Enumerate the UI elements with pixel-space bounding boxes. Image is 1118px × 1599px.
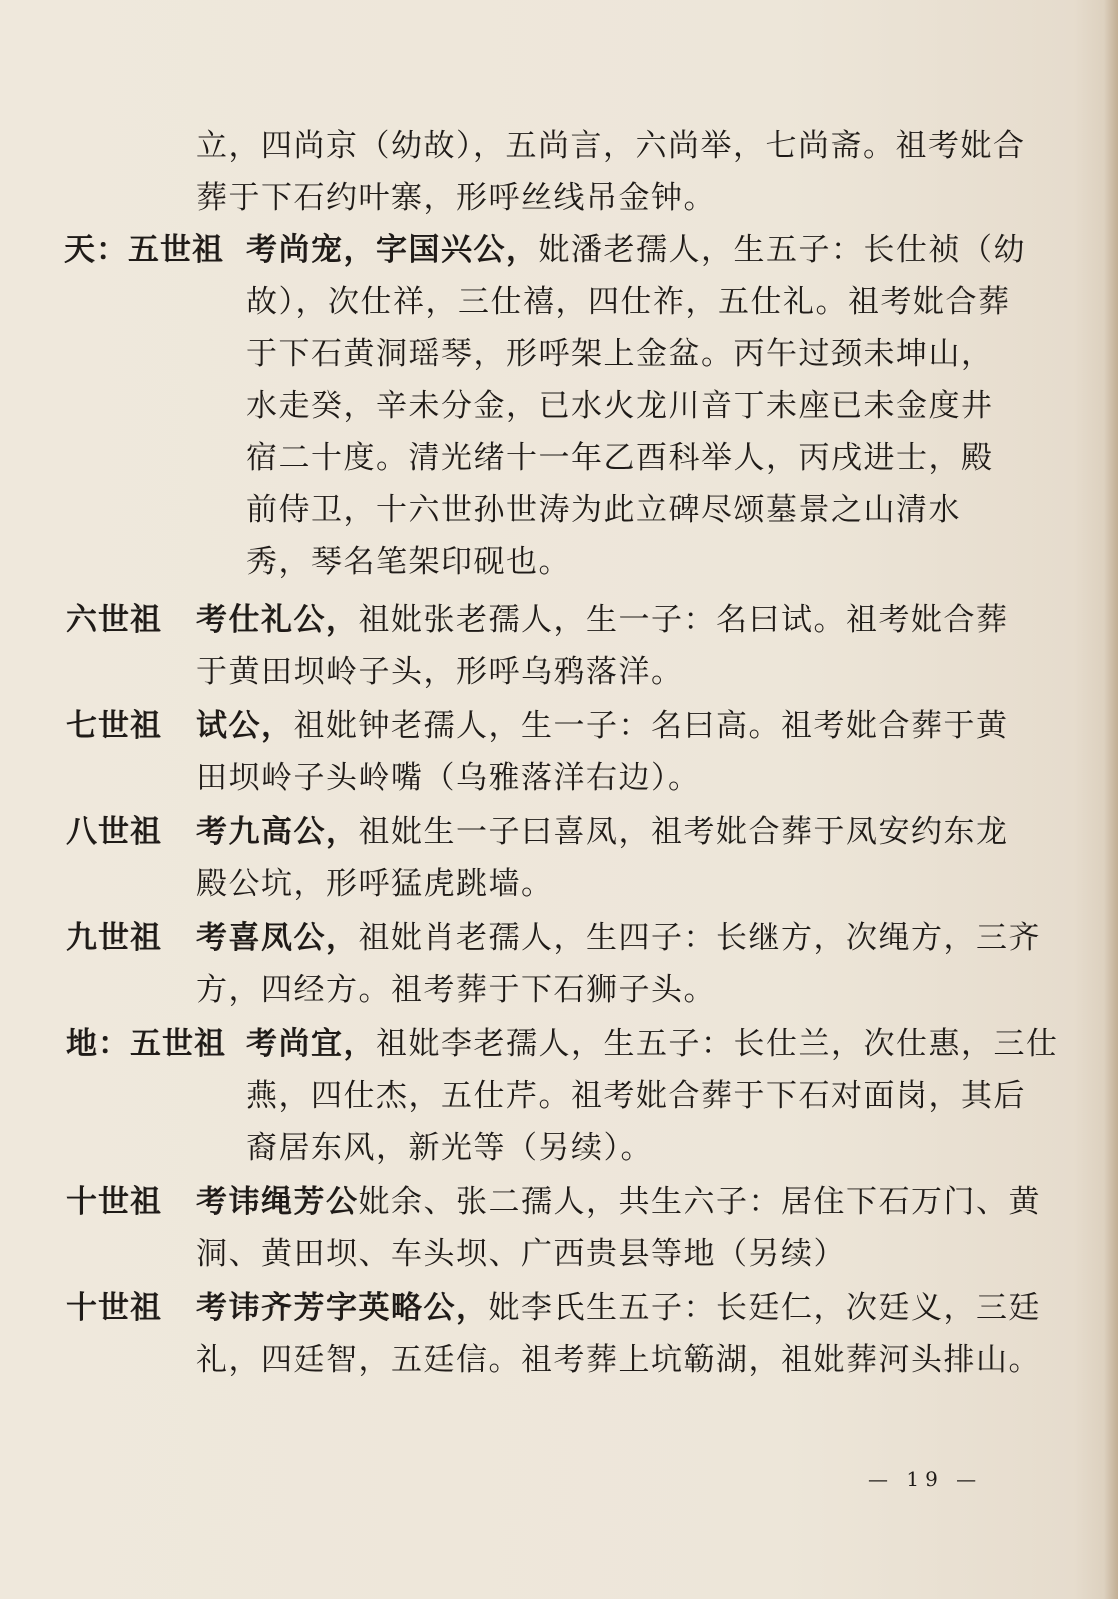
- generation-label: 九世祖: [66, 920, 162, 956]
- generation-label: 七世祖: [66, 708, 162, 744]
- ancestor-name: 考讳齐芳字英略公，: [196, 1290, 489, 1326]
- text-line: 礼，四廷智，五廷信。祖考葬上坑簕湖，祖妣葬河头排山。: [196, 1342, 1041, 1378]
- text-line: 方，四经方。祖考葬于下石狮子头。: [196, 972, 716, 1008]
- ancestor-name: 考尚宜，: [246, 1026, 376, 1062]
- text-line: 立，四尚京（幼故），五尚言，六尚举，七尚斋。祖考妣合: [196, 128, 1026, 164]
- entry-first-line: [196, 1182, 1041, 1222]
- entry-first-line: [196, 706, 1009, 746]
- generation-label: 天：五世祖: [64, 232, 224, 268]
- page-number: — 19 —: [868, 1467, 983, 1491]
- ancestor-name: 考讳绳芳公: [196, 1184, 359, 1220]
- generation-label: 八世祖: [66, 814, 162, 850]
- text-line: 水走癸，辛未分金，已水火龙川音丁未座已未金度井: [246, 388, 994, 424]
- text-line: 前侍卫，十六世孙世涛为此立碑尽颂墓景之山清水: [246, 492, 961, 528]
- page-edge-shadow: [1104, 0, 1118, 1599]
- entry-text: 妣余、张二孺人，共生六子：居住下石万门、黄: [358, 1184, 1041, 1220]
- generation-label: 十世祖: [66, 1184, 162, 1220]
- text-line: 故），次仕祥，三仕禧，四仕祚，五仕礼。祖考妣合葬: [246, 284, 1011, 320]
- entry-first-line: [196, 812, 1009, 852]
- text-line: 秀，琴名笔架印砚也。: [246, 544, 571, 580]
- text-line: 燕，四仕杰，五仕芹。祖考妣合葬于下石对面岗，其后: [246, 1078, 1026, 1114]
- text-line: 宿二十度。清光绪十一年乙酉科举人，丙戌进士，殿: [246, 440, 994, 476]
- text-line: 于黄田坝岭子头，形呼乌鸦落洋。: [196, 654, 684, 690]
- entry-text: 妣潘老孺人，生五子：长仕祯（幼: [538, 232, 1026, 268]
- entry-first-line: [196, 600, 1009, 640]
- entry-first-line: [246, 230, 1026, 270]
- ancestor-name: 考仕礼公，: [196, 602, 359, 638]
- generation-label: 地：五世祖: [66, 1026, 226, 1062]
- entry-text: 祖妣张老孺人，生一子：名曰试。祖考妣合葬: [358, 602, 1009, 638]
- text-line: 洞、黄田坝、车头坝、广西贵县等地（另续）: [196, 1236, 846, 1272]
- entry-text: 妣李氏生五子：长廷仁，次廷义，三廷: [488, 1290, 1041, 1326]
- text-line: 裔居东风，新光等（另续）。: [246, 1130, 653, 1166]
- ancestor-name: 考九高公，: [196, 814, 359, 850]
- generation-label: 十世祖: [66, 1290, 162, 1326]
- entry-text: 祖妣李老孺人，生五子：长仕兰，次仕惠，三仕: [376, 1026, 1059, 1062]
- entry-first-line: [246, 1024, 1059, 1064]
- ancestor-name: 考尚宠，字国兴公，: [246, 232, 539, 268]
- ancestor-name: 试公，: [196, 708, 294, 744]
- text-line: 田坝岭子头岭嘴（乌雅落洋右边）。: [196, 760, 701, 796]
- text-line: 于下石黄洞瑶琴，形呼架上金盆。丙午过颈未坤山，: [246, 336, 994, 372]
- generation-label: 六世祖: [66, 602, 162, 638]
- ancestor-name: 考喜凤公，: [196, 920, 359, 956]
- entry-text: 祖妣肖老孺人，生四子：长继方，次绳方，三齐: [358, 920, 1041, 956]
- entry-text: 祖妣钟老孺人，生一子：名曰高。祖考妣合葬于黄: [293, 708, 1009, 744]
- entry-text: 祖妣生一子曰喜凤，祖考妣合葬于凤安约东龙: [358, 814, 1009, 850]
- entry-first-line: [196, 918, 1041, 958]
- text-line: 殿公坑，形呼猛虎跳墙。: [196, 866, 554, 902]
- entry-first-line: [196, 1288, 1041, 1328]
- text-line: 葬于下石约叶寨，形呼丝线吊金钟。: [196, 180, 716, 216]
